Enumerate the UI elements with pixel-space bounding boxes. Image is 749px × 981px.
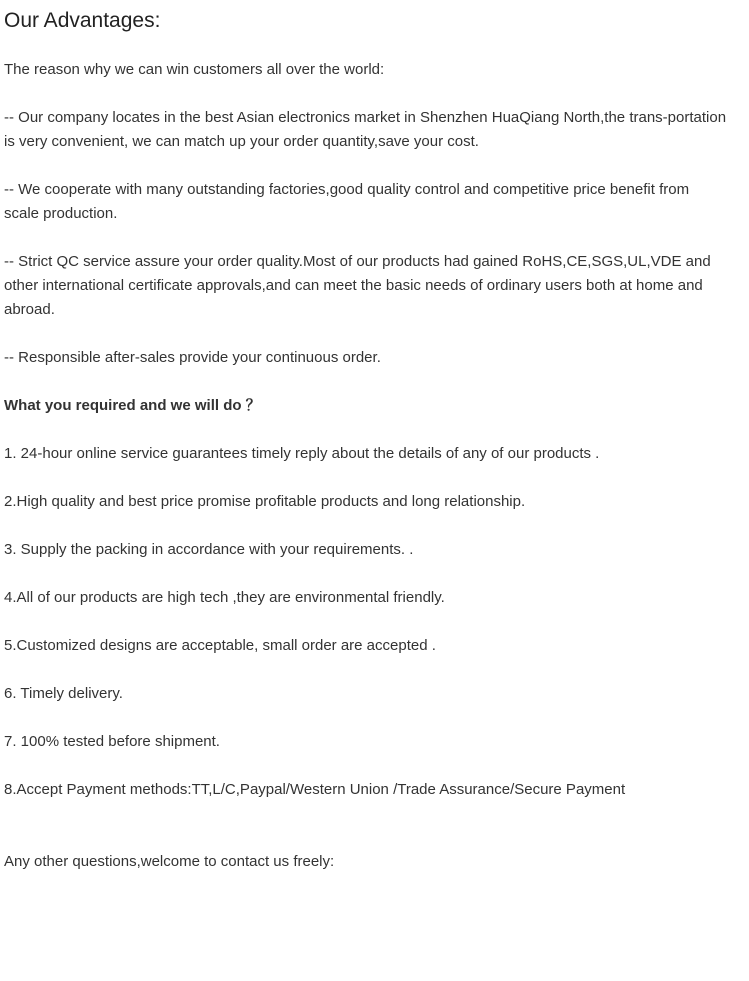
closing-text: Any other questions,welcome to contact us freely:: [4, 853, 335, 870]
advantage-item-1: -- Our company locates in the best Asian electronics market in Shenzhen HuaQiang North,the trans-portation is very convenient, we can match up your order quantity,save your cost.: [4, 109, 727, 150]
service-item-8: 8.Accept Payment methods:TT,L/C,Paypal/Western Union /Trade Assurance/Secure Payment: [4, 781, 626, 798]
advantage-item-4: -- Responsible after-sales provide your continuous order.: [4, 349, 381, 366]
service-item-5: 5.Customized designs are acceptable, small order are accepted .: [4, 637, 436, 654]
page-title: Our Advantages:: [4, 9, 161, 32]
question-heading: What you required and we will do ？: [4, 397, 261, 414]
service-item-1: 1. 24-hour online service guarantees timely reply about the details of any of our products .: [4, 445, 600, 462]
service-item-4: 4.All of our products are high tech ,they are environmental friendly.: [4, 589, 445, 606]
service-item-7: 7. 100% tested before shipment.: [4, 733, 220, 750]
advantage-item-2: -- We cooperate with many outstanding factories,good quality control and competitive price benefit from scale production.: [4, 181, 690, 222]
service-item-6: 6. Timely delivery.: [4, 685, 123, 702]
advantage-item-3: -- Strict QC service assure your order quality.Most of our products had gained RoHS,CE,SGS,UL,VDE and other international certificate approvals,and can meet the basic needs of ordinary users both at home and abroad.: [4, 253, 711, 318]
service-item-2: 2.High quality and best price promise profitable products and long relationship.: [4, 493, 526, 510]
intro-text: The reason why we can win customers all over the world:: [4, 61, 385, 78]
service-item-3: 3. Supply the packing in accordance with your requirements. .: [4, 541, 414, 558]
